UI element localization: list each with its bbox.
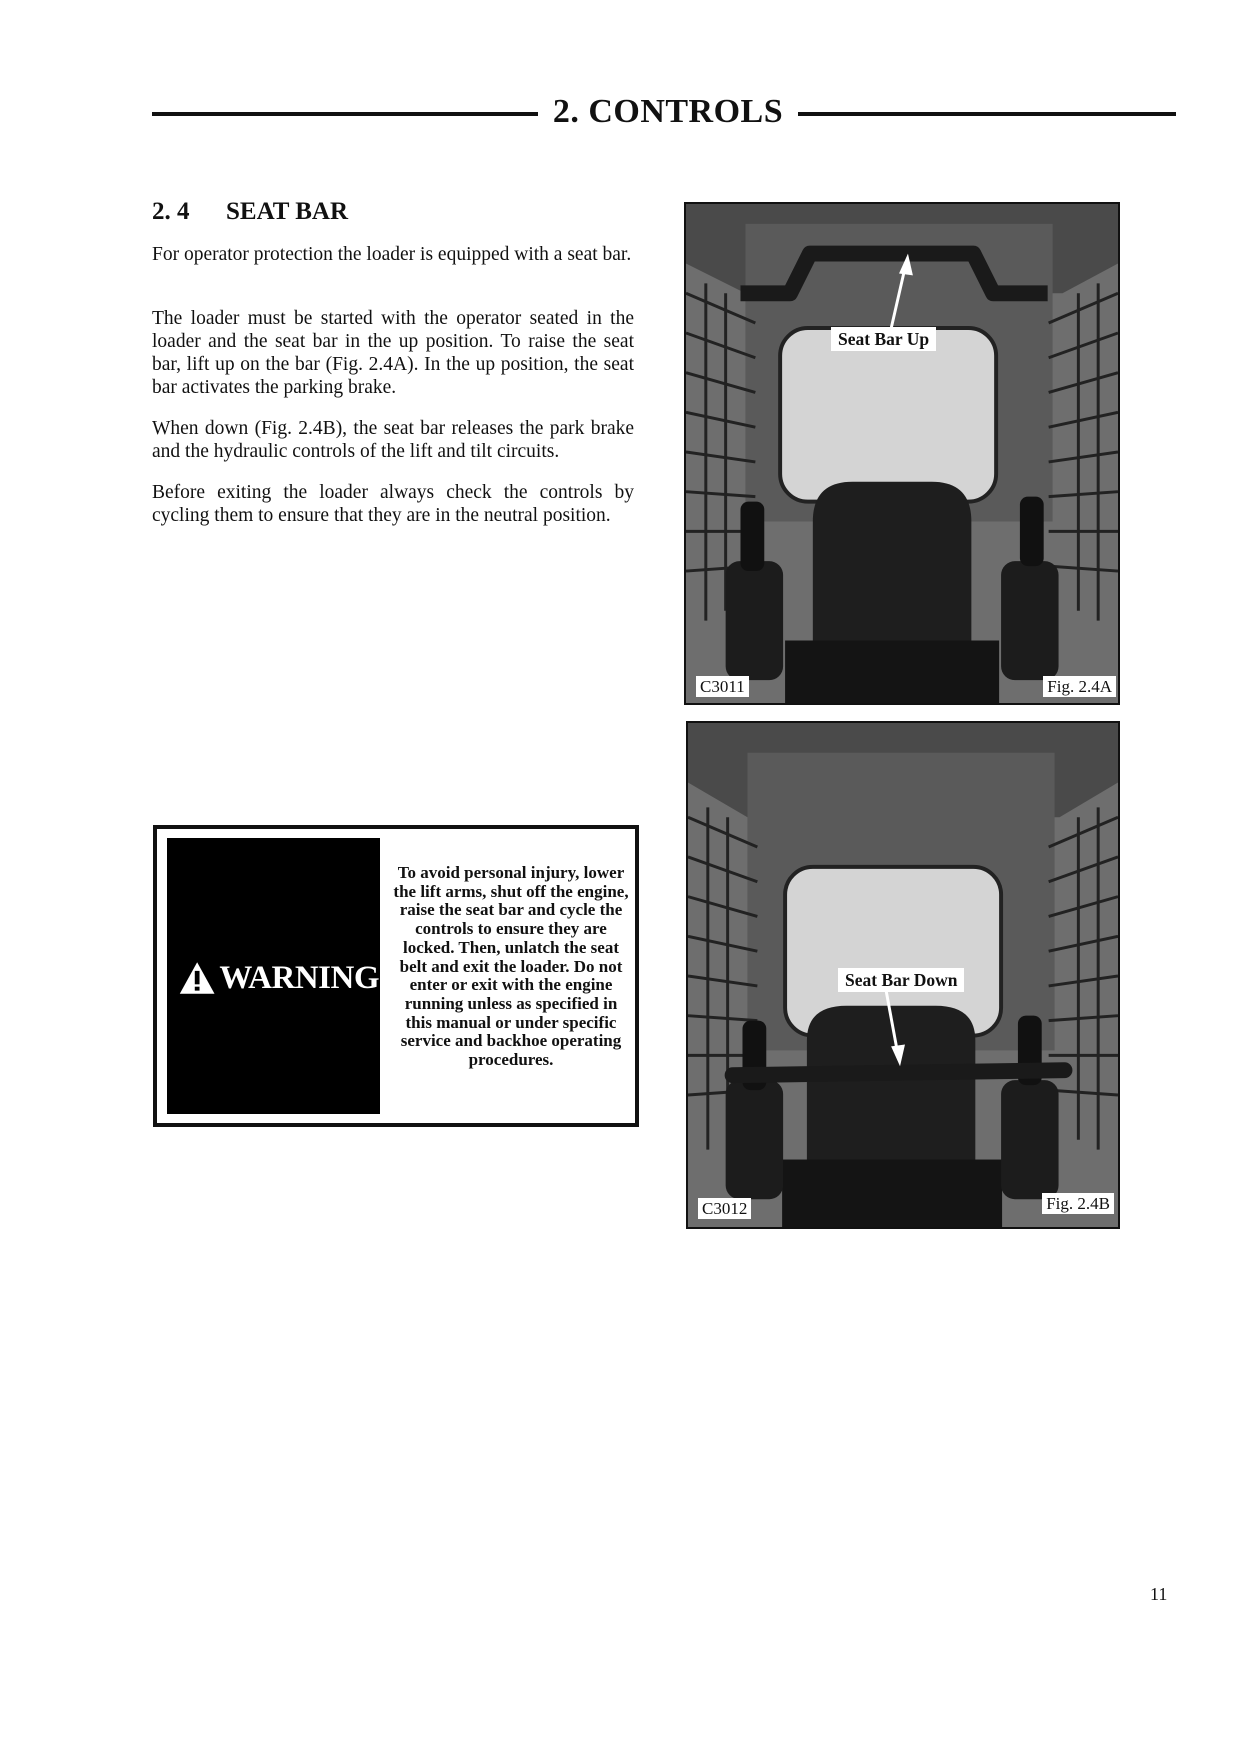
warning-label xyxy=(179,953,379,1003)
page-number: 11 xyxy=(1150,1584,1168,1604)
section-number: 2. 4 xyxy=(152,198,190,225)
warning-text: To avoid personal injury, lower the lift arms, shut off the engine, raise the seat bar and cycle the controls to ensure they are locked. Then, unlatch the seat belt and exit the loader. Do not enter or exit with the engine running unless as specified in this manual or under specific service and backhoe operating procedures. xyxy=(393,863,629,1070)
paragraph-down: When down (Fig. 2.4B), the seat bar releases the park brake and the hydraulic controls of the lift and tilt circuits. xyxy=(152,418,634,462)
header-rule-right xyxy=(798,112,1176,116)
header-rule-left xyxy=(152,112,538,116)
warning-label-panel xyxy=(167,838,380,1114)
warning-triangle-icon xyxy=(179,956,215,1000)
section-title: SEAT BAR xyxy=(226,198,349,225)
callout-seat-bar-down: Seat Bar Down xyxy=(838,968,964,992)
paragraph-starting: The loader must be started with the operator seated in the loader and the seat bar in the up position. To raise the seat bar, lift up on the bar (Fig. 2.4A). In the up position, the seat bar activates the parking brake. xyxy=(152,308,634,398)
paragraph-exiting: Before exiting the loader always check the controls by cycling them to ensure that they are in the neutral position. xyxy=(152,482,634,526)
callout-seat-bar-up: Seat Bar Up xyxy=(831,327,936,351)
chapter-title: 2. CONTROLS xyxy=(552,93,784,130)
figure-caption-2-4a: Fig. 2.4A xyxy=(1043,676,1116,697)
seat-bar-up-photo xyxy=(686,204,1118,703)
figure-code-c3012: C3012 xyxy=(698,1198,751,1219)
paragraph-intro: For operator protection the loader is equipped with a seat bar. xyxy=(152,244,632,265)
warning-word: WARNING xyxy=(219,959,379,996)
figure-seat-bar-up xyxy=(684,202,1120,705)
figure-caption-2-4b: Fig. 2.4B xyxy=(1042,1193,1114,1214)
figure-seat-bar-down xyxy=(686,721,1120,1229)
figure-code-c3011: C3011 xyxy=(696,676,749,697)
warning-box xyxy=(153,825,639,1127)
